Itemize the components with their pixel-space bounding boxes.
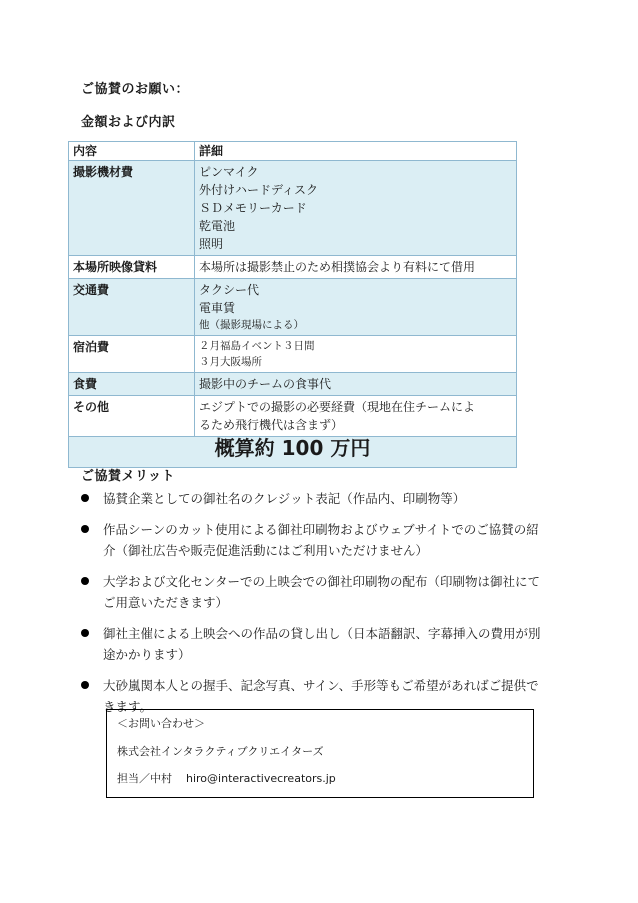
table-row [69,373,517,396]
list-item-text: 御社主催による上映会への作品の貸し出し（日本語翻訳、字幕挿入の費用が別途かかります） [103,626,541,662]
bullet-icon [81,494,89,502]
bullet-icon [81,577,89,585]
detail-line: 本場所は撮影禁止のため相撲協会より有料にて借用 [199,260,476,274]
section-heading-merits: ご協賛メリット [81,469,175,484]
row-details [195,396,517,437]
table-total-row [69,437,517,468]
table-header-content: 内容 [69,142,195,161]
contact-company: 株式会社インタラクティブクリエイターズ [117,745,324,758]
table-header-row [69,142,517,161]
bullet-icon [81,629,89,637]
row-category: 本場所映像貸料 [69,256,195,279]
table-row [69,396,517,437]
detail-line: エジプトでの撮影の必要経費（現地在住チームによ [199,400,476,414]
row-category: 交通費 [69,279,195,336]
table-row [69,279,517,336]
row-category: 食費 [69,373,195,396]
contact-person-line [117,770,336,786]
detail-line: 照明 [199,237,224,251]
merits-list [81,488,551,727]
contact-box [106,709,534,798]
bullet-icon [81,525,89,533]
detail-line: ２月福島イベント３日間 [199,340,315,352]
list-item-text: 大砂嵐関本人との握手、記念写真、サイン、手形等もご希望があればご提供できます。 [103,678,539,714]
detail-line: 電車賃 [199,301,236,315]
total-amount: 概算約 100 万円 [69,437,517,468]
list-item-text: 協賛企業としての御社名のクレジット表記（作品内、印刷物等） [103,491,466,506]
detail-line: 外付けハードディスク [199,183,319,197]
section-heading-budget: 金額および内訳 [81,115,176,130]
row-details [195,256,517,279]
detail-line: 乾電池 [199,219,236,233]
list-item [81,623,551,665]
row-details [195,279,517,336]
bullet-icon [81,681,89,689]
detail-line: ピンマイク [199,165,259,179]
row-category: その他 [69,396,195,437]
list-item-text: 作品シーンのカット使用による御社印刷物およびウェブサイトでのご協賛の紹介（御社広告や販売促進活動にはご利用いただけません） [103,522,539,558]
detail-line: タクシー代 [199,283,260,297]
contact-email[interactable]: hiro@interactivecreators.jp [186,772,336,785]
row-details [195,336,517,373]
page-title: ご協賛のお願い： [81,82,190,97]
list-item [81,519,551,561]
contact-person: 担当／中村 [117,772,172,785]
list-item [81,571,551,613]
detail-line: るため飛行機代は含まず） [199,418,344,432]
row-details [195,161,517,256]
detail-line: 他（撮影現場による） [199,319,304,331]
budget-table [68,141,517,468]
table-row [69,336,517,373]
detail-line: ＳＤメモリーカード [199,201,307,215]
contact-heading: ＜お問い合わせ＞ [117,717,205,730]
table-row [69,161,517,256]
detail-line: 撮影中のチームの食事代 [199,377,332,391]
row-category: 宿泊費 [69,336,195,373]
detail-line: ３月大阪場所 [199,356,262,368]
table-row [69,256,517,279]
list-item [81,488,551,509]
row-category: 撮影機材費 [69,161,195,256]
row-details [195,373,517,396]
list-item-text: 大学および文化センターでの上映会での御社印刷物の配布（印刷物は御社にてご用意いただきます） [103,574,541,610]
table-header-details: 詳細 [195,142,517,161]
